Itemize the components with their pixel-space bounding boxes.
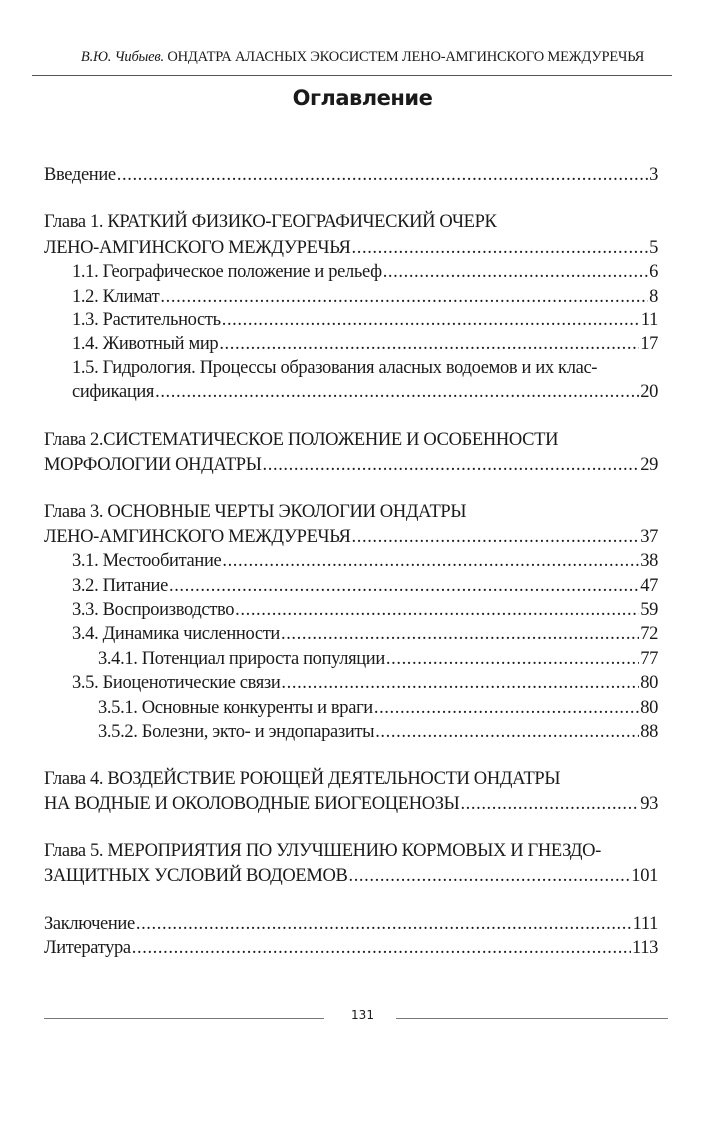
toc-entry: 3.2. Питание ..... 47 bbox=[72, 574, 658, 598]
toc-entry: НА ВОДНЫЕ И ОКОЛОВОДНЫЕ БИОГЕОЦЕНОЗЫ ..... 93 bbox=[44, 792, 658, 816]
toc-entry: 3.4. Динамика численности ..... 72 bbox=[72, 622, 658, 646]
toc-entry-line1: Глава 4. ВОЗДЕЙСТВИЕ РОЮЩЕЙ ДЕЯТЕЛЬНОСТИ ОНДАТРЫ bbox=[44, 769, 561, 789]
toc-entry: 3.3. Воспроизводство ..... 59 bbox=[72, 598, 658, 622]
page-number: 131 bbox=[351, 1008, 374, 1022]
toc-entry: Заключение ..... 111 bbox=[44, 912, 658, 936]
header-title: ОНДАТРА АЛАСНЫХ ЭКОСИСТЕМ ЛЕНО-АМГИНСКОГО МЕЖДУРЕЧЬЯ bbox=[167, 49, 645, 65]
toc-entry: 3.4.1. Потенциал прироста популяции ..... 77 bbox=[98, 647, 658, 671]
toc-entry: 3.5.2. Болезни, экто- и эндопаразиты ..... 88 bbox=[98, 720, 658, 744]
toc-entry-line1: Глава 2.СИСТЕМАТИЧЕСКОЕ ПОЛОЖЕНИЕ И ОСОБЕННОСТИ bbox=[44, 430, 559, 450]
toc-entry: 1.3. Растительность ..... 11 bbox=[72, 308, 658, 332]
toc-entry: 3.5.1. Основные конкуренты и враги ..... 80 bbox=[98, 696, 658, 720]
toc-entry: 3.1. Местообитание ..... 38 bbox=[72, 549, 658, 573]
running-header bbox=[0, 49, 725, 66]
header-rule bbox=[32, 75, 672, 76]
toc-entry-line1: Глава 3. ОСНОВНЫЕ ЧЕРТЫ ЭКОЛОГИИ ОНДАТРЫ bbox=[44, 502, 467, 522]
toc-entry-line1: 1.5. Гидрология. Процессы образования аласных водоемов и их клас- bbox=[72, 358, 598, 378]
header-author: В.Ю. Чибыев. bbox=[80, 49, 164, 65]
toc-entry-line1: Глава 5. МЕРОПРИЯТИЯ ПО УЛУЧШЕНИЮ КОРМОВЫХ И ГНЕЗДО- bbox=[44, 841, 601, 861]
toc-entry: ЗАЩИТНЫХ УСЛОВИЙ ВОДОЕМОВ ..... 101 bbox=[44, 864, 658, 888]
toc-entry: Введение ..... 3 bbox=[44, 163, 658, 187]
toc-entry: 1.4. Животный мир ..... 17 bbox=[72, 332, 658, 356]
toc-entry: МОРФОЛОГИИ ОНДАТРЫ ..... 29 bbox=[44, 453, 658, 477]
toc-entry: ЛЕНО-АМГИНСКОГО МЕЖДУРЕЧЬЯ ..... 5 bbox=[44, 236, 658, 260]
toc-entry: 1.1. Географическое положение и рельеф ..... 6 bbox=[72, 260, 658, 284]
toc-entry: 1.2. Климат ..... 8 bbox=[72, 285, 658, 309]
toc-entry: ЛЕНО-АМГИНСКОГО МЕЖДУРЕЧЬЯ ..... 37 bbox=[44, 525, 658, 549]
toc-entry-line1: Глава 1. КРАТКИЙ ФИЗИКО-ГЕОГРАФИЧЕСКИЙ ОЧЕРК bbox=[44, 212, 497, 232]
page-title: Оглавление bbox=[292, 86, 433, 110]
footer-rule-right bbox=[396, 1018, 668, 1019]
toc-entry: Литература ..... 113 bbox=[44, 936, 658, 960]
toc-entry: 3.5. Биоценотические связи ..... 80 bbox=[72, 671, 658, 695]
toc-entry: сификация ..... 20 bbox=[72, 380, 658, 404]
